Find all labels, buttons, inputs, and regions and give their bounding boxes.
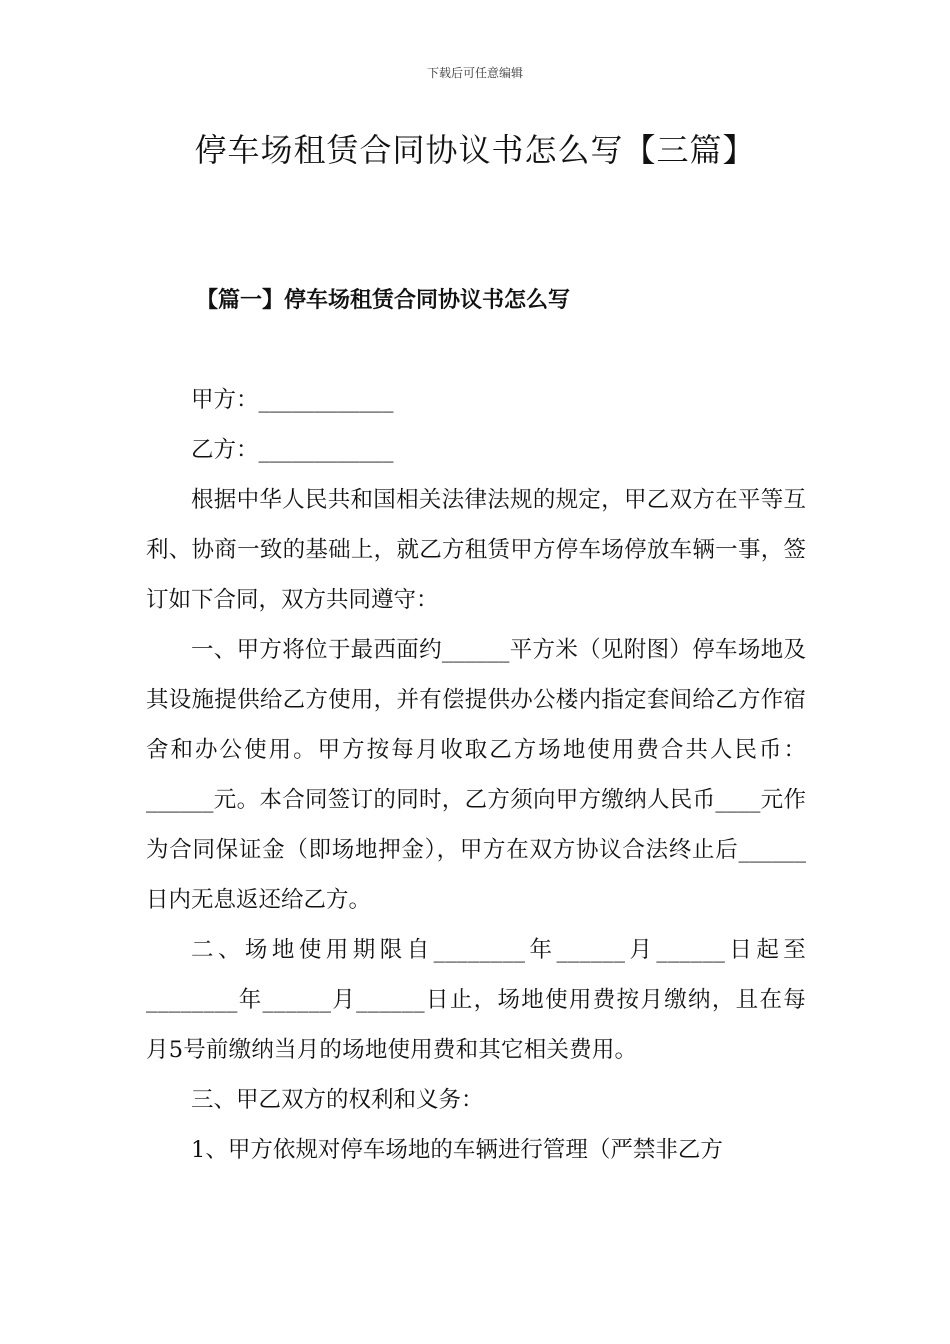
party-b-line: 乙方：____________	[191, 437, 394, 463]
clause-one-paragraph: 一、甲方将位于最西面约______平方米（见附图）停车场地及其设施提供给乙方使用，并有偿提供办公楼内指定套间给乙方作宿舍和办公使用。甲方按每月收取乙方场地使用费合共人民币：______元。本合同签订的同时，乙方须向甲方缴纳人民币____元作为合同保证金（即场地押金），甲方在双方协议合法终止后______日内无息返还给乙方。	[146, 637, 806, 913]
section-heading: 【篇一】停车场租赁合同协议书怎么写	[196, 287, 571, 313]
document-title: 停车场租赁合同协议书怎么写【三篇】	[194, 131, 756, 169]
preamble-paragraph: 根据中华人民共和国相关法律法规的规定，甲乙双方在平等互利、协商一致的基础上，就乙方租赁甲方停车场停放车辆一事，签订如下合同，双方共同遵守：	[146, 487, 806, 613]
clause-three-item-1: 1、甲方依规对停车场地的车辆进行管理（严禁非乙方	[191, 1137, 723, 1163]
document-body	[146, 375, 806, 1175]
party-a-line: 甲方：____________	[191, 387, 394, 413]
header-note: 下载后可任意编辑	[426, 66, 523, 80]
clause-two-paragraph: 二、场地使用期限自________年______月______日起至________年______月______日止，场地使用费按月缴纳，且在每月5号前缴纳当月的场地使用费和其它相关费用。	[146, 937, 806, 1063]
clause-three-heading: 三、甲乙双方的权利和义务：	[191, 1087, 484, 1113]
